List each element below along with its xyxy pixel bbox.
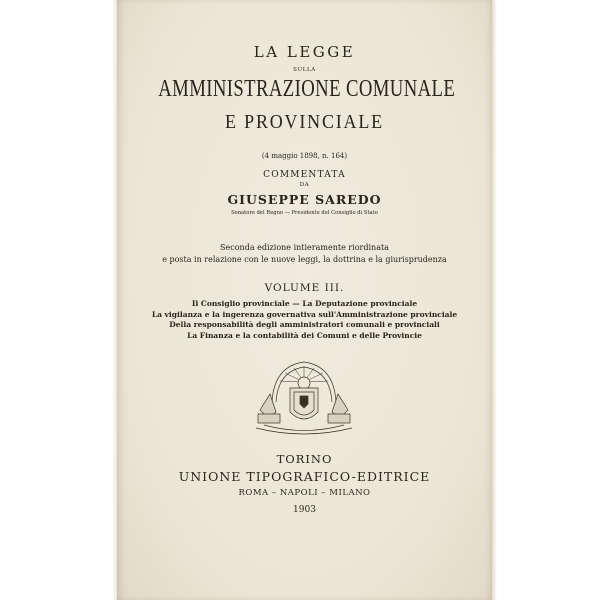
contents-line: La vigilanza e la ingerenza governativa sull'Amministrazione provinciale: [151, 309, 458, 319]
law-reference: (4 maggio 1898, n. 164): [261, 152, 348, 160]
volume-label: VOLUME III.: [264, 282, 345, 294]
edition-line-2: e posta in relazione con le nuove leggi, la dottrina e la giurisprudenza: [162, 255, 447, 264]
contents-line: Il Consiglio provinciale — La Deputazione provinciale: [191, 299, 418, 308]
author-name: GIUSEPPE SAREDO: [227, 192, 382, 207]
contents-line: La Finanza e la contabilità dei Comuni e delle Provincie: [187, 330, 422, 340]
author-role: Senatore del Regno — Presidente del Consiglio di Stato: [231, 210, 378, 216]
imprint-publisher: UNIONE TIPOGRAFICO-EDITRICE: [178, 469, 431, 484]
imprint-cities: ROMA – NAPOLI – MILANO: [238, 488, 371, 498]
imprint-city: TORINO: [276, 452, 333, 466]
commentata-label: COMMENTATA: [263, 170, 346, 180]
title-connector: SULLA: [293, 67, 316, 73]
publisher-emblem-icon: [254, 352, 354, 440]
title-line-1: LA LEGGE: [253, 43, 356, 61]
title-line-3: E PROVINCIALE: [225, 111, 384, 133]
imprint-year: 1903: [293, 505, 316, 515]
title-main: AMMINISTRAZIONE COMUNALE: [158, 76, 456, 102]
edition-line-1: Seconda edizione intieramente riordinata: [220, 243, 389, 252]
contents-line: Della responsabilità degli amministratori comunali e provinciali: [169, 320, 440, 329]
da-label: DA: [299, 182, 310, 188]
title-page: [117, 0, 492, 600]
volume-contents: [117, 299, 492, 341]
